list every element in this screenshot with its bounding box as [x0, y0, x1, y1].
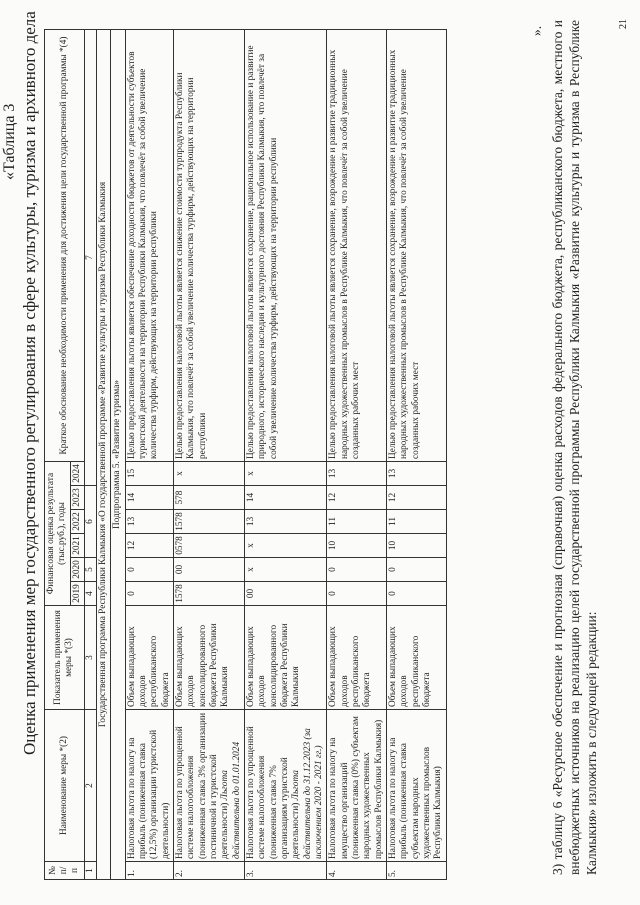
value-2024: х: [173, 461, 244, 485]
measure-name: [173, 710, 244, 862]
measure-name-text: Налоговая льгота по налогу на прибыль (пониженная ставка (12,5%) организации туристской деятельности): [126, 729, 171, 859]
measure-validity-note: Льгота действительна до 31.12.2023 (за исключением 2020 - 2021 гг.): [291, 728, 324, 859]
measures-table: [44, 29, 447, 880]
measure-name: [244, 710, 326, 862]
header-year: 2020: [70, 558, 84, 582]
index-cell: 7: [84, 29, 96, 485]
value-2023: 12: [386, 486, 446, 510]
row-number: 4.: [327, 862, 387, 880]
justification: Целью предоставления налоговой льготы является сохранение, рациональное использование и развитие природного, исторического наследия и культурного достояния Республики Калмыкия, что повлечёт за собой увеличение количества турфирм, действующих на территории республики: [244, 29, 326, 461]
table-row: [125, 29, 173, 879]
measure-name-text: Налоговая льгота по налогу на имущество организаций (пониженная ставка (0%) субъектам народных художественных промыслов Республики Калмыкия): [328, 716, 384, 859]
measure-name: [327, 710, 387, 862]
index-cell: 5: [84, 558, 96, 582]
header-year: 2019: [70, 582, 84, 606]
index-cell: 1: [84, 862, 96, 880]
index-cell: 6: [84, 486, 96, 558]
row-number: 3.: [244, 862, 326, 880]
page-number: 21: [618, 19, 629, 29]
value-2019: 00: [244, 582, 326, 606]
value-2021: х: [244, 534, 326, 558]
table-row: [327, 29, 387, 879]
indicator: Объем выпадающих доходов республиканского бюджета: [327, 606, 387, 710]
value-2020: х: [244, 558, 326, 582]
header-year: 2022: [70, 510, 84, 534]
measure-name-text: Налоговая льгота по налогу на прибыль (пониженная ставка субъектам народных художественных промыслов Республики Калмыкия): [387, 737, 444, 859]
value-2022: 1578: [173, 510, 244, 534]
justification: Целью предоставления налоговой льготы является сохранение, возрождение и развитие традиционных народных художественных промыслов в Республике Калмыкия, что повлечёт за собой увеличение созданных рабочих мест: [327, 29, 387, 461]
justification: Целью предоставления налоговой льготы является сохранение, возрождение и развитие традиционных народных художественных промыслов в Республике Калмыкия, что повлечёт за собой увеличение созданных рабочих мест: [386, 29, 446, 461]
value-2022: 13: [125, 510, 173, 534]
header-row: [45, 29, 71, 879]
value-2024: 13: [386, 461, 446, 485]
section-row: [96, 29, 110, 879]
value-2023: 14: [125, 486, 173, 510]
table-caption: «Таблица 3: [1, 103, 18, 180]
value-2023: 578: [173, 486, 244, 510]
justification: Целью предоставления налоговой льготы является снижение стоимости турпродукта Республики Калмыкия, что повлечёт за собой увеличение количества турфирм, действующих на территории республики: [173, 29, 244, 461]
header-no: № п/ п: [45, 862, 85, 880]
value-2021: 10: [327, 534, 387, 558]
value-2021: 0578: [173, 534, 244, 558]
header-name: Наименование меры *(2): [45, 710, 85, 862]
value-2022: 11: [386, 510, 446, 534]
header-year: 2023: [70, 486, 84, 510]
measure-validity-note: Льгота действительна до 01.01.2024: [220, 741, 242, 859]
measure-name: [386, 710, 446, 862]
row-number: 2.: [173, 862, 244, 880]
amendment-paragraph: 3) таблицу 6 «Ресурсное обеспечение и прогнозная (справочная) оценка расходов федерального бюджета, республиканского бюджета, местного и внебюджетных источников на реализацию целей государственной программы Республики Калмыкия «Развитие культуры и туризма в Республике Калмыкия» изложить в следующей редакции:: [550, 20, 599, 875]
index-cell: 2: [84, 710, 96, 862]
table-row: [244, 29, 326, 879]
header-year: 2021: [70, 534, 84, 558]
value-2024: х: [244, 461, 326, 485]
value-2024: 15: [125, 461, 173, 485]
row-number: 1.: [125, 862, 173, 880]
value-2021: 12: [125, 534, 173, 558]
value-2022: 13: [244, 510, 326, 534]
value-2024: 13: [327, 461, 387, 485]
section-subprogram: Подпрограмма 5. «Развитие туризма»: [111, 29, 125, 879]
index-cell: 3: [84, 606, 96, 710]
measure-name-text: Налоговая льгота по упрощенной системе налогообложения (пониженная ставка 7% организациям туристской деятельности): [245, 726, 302, 859]
section-program: Государственная программа Республики Калмыкия «О государственной программе «Развитие культуры и туризма Республики Калмыкия: [96, 29, 110, 879]
value-2019: 1578: [173, 582, 244, 606]
header-year: 2024: [70, 461, 84, 485]
indicator: Объем выпадающих доходов республиканского бюджета: [386, 606, 446, 710]
value-2020: 00: [173, 558, 244, 582]
table-row: [173, 29, 244, 879]
table-row: [386, 29, 446, 879]
value-2020: 0: [386, 558, 446, 582]
value-2023: 14: [244, 486, 326, 510]
index-cell: 4: [84, 582, 96, 606]
justification: Целью предоставления льготы является обеспечение доходности бюджетов от деятельности субъектов туристской деятельности на территории Республики Калмыкия, что повлечёт за собой увеличение количества турфирм, действующих на территории республики: [125, 29, 173, 461]
value-2019: 0: [327, 582, 387, 606]
subsection-row: [111, 29, 125, 879]
header-justification: Краткое обоснование необходимости применения для достижения цели государственной программы *(4): [45, 29, 85, 461]
page-title: Оценка применения мер государственного регулирования в сфере культуры, туризма и архивного дела: [20, 11, 39, 755]
indicator: Объем выпадающих доходов республиканского бюджета: [125, 606, 173, 710]
measure-name: [125, 710, 173, 862]
value-2019: 0: [386, 582, 446, 606]
value-2019: 0: [125, 582, 173, 606]
row-number: 5.: [386, 862, 446, 880]
value-2020: 0: [125, 558, 173, 582]
header-indicator: Показатель применения меры *(3): [45, 606, 85, 710]
index-row: [84, 29, 96, 879]
indicator: Объем выпадающих доходов консолидированного бюджета Республики Калмыкия: [173, 606, 244, 710]
value-2021: 10: [386, 534, 446, 558]
measure-name-text: Налоговая льгота по упрощенной системе налогообложения (пониженная ставка 3% организации гостиничной и туристской деятельности): [174, 712, 231, 859]
indicator: Объем выпадающих доходов консолидированного бюджета Республики Калмыкия: [244, 606, 326, 710]
table-close-quote: ».: [529, 25, 544, 36]
value-2020: 0: [327, 558, 387, 582]
header-financial: Финансовая оценка результата (тыс.руб.), годы: [45, 461, 71, 605]
value-2023: 12: [327, 486, 387, 510]
value-2022: 11: [327, 510, 387, 534]
